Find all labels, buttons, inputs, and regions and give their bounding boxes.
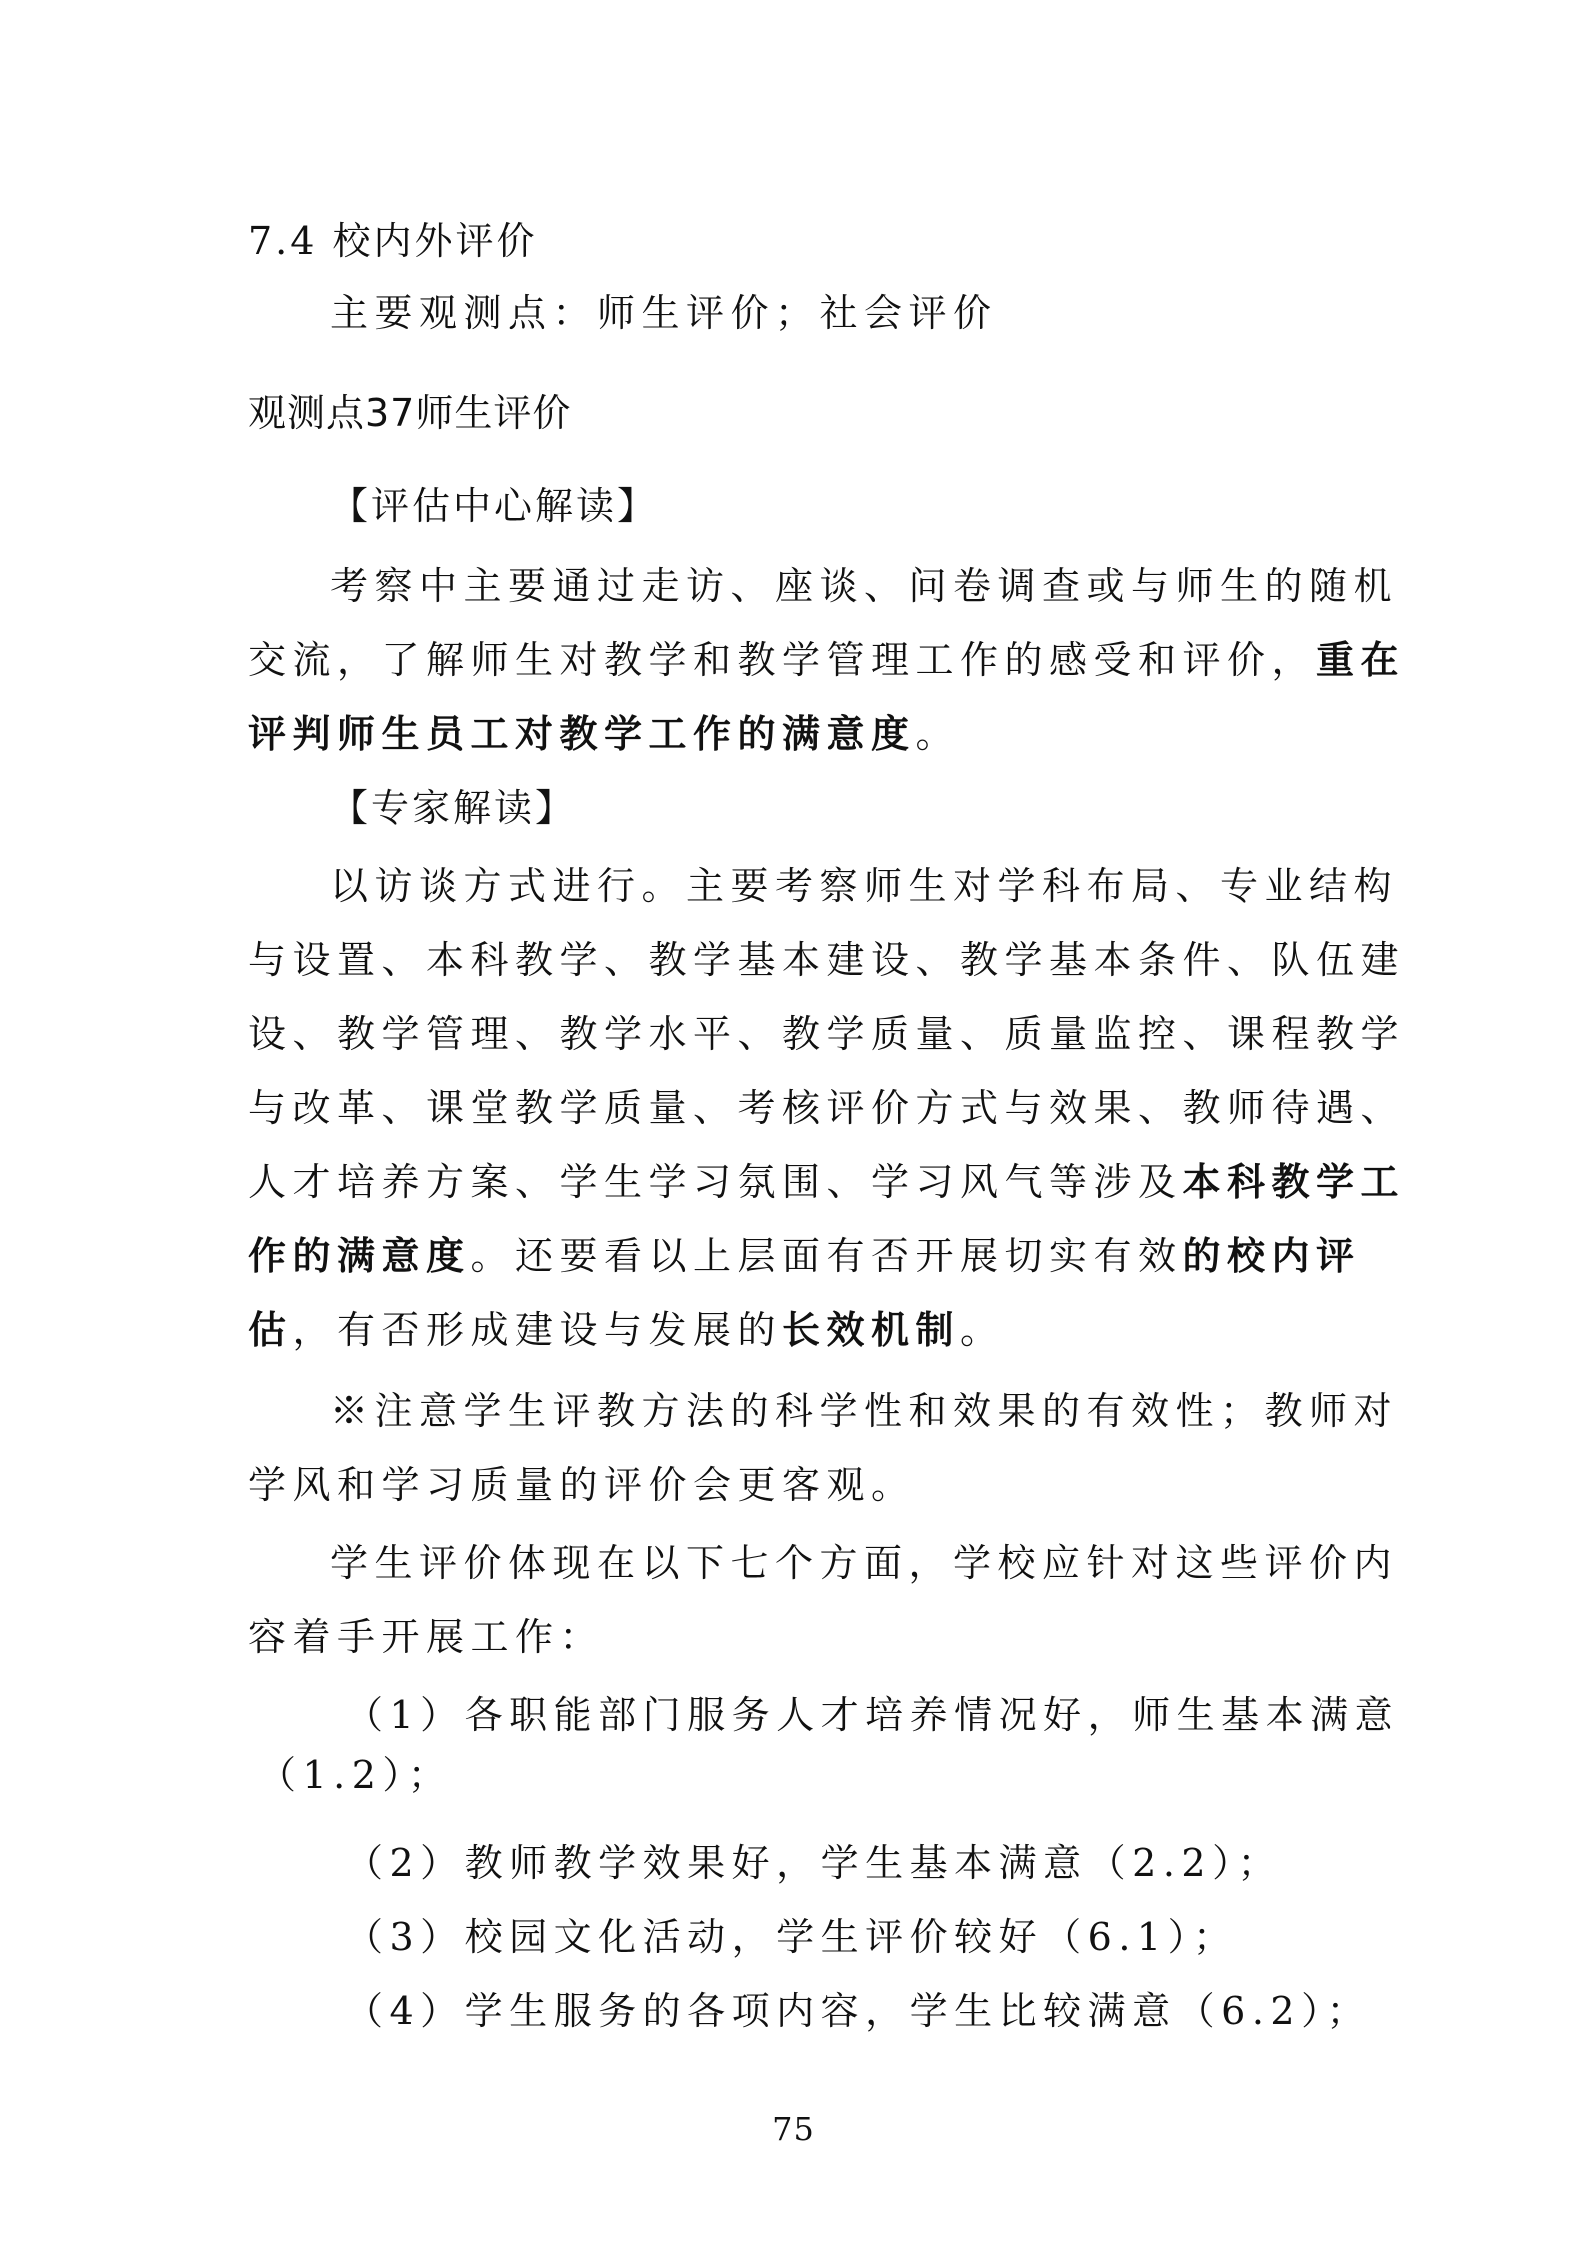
center-body-line-2-text: 交流，了解师生对教学和教学管理工作的感受和评价，	[248, 638, 1317, 682]
intro-line-1: 学生评价体现在以下七个方面，学校应针对这些评价内	[330, 1541, 1399, 1585]
expert-body-line-6-emphasis-b: 的校内评	[1182, 1233, 1361, 1278]
expert-body-line-7-emphasis-a: 估	[248, 1307, 293, 1352]
expert-body-line-5	[248, 1159, 1406, 1205]
expert-body-line-6-emphasis-a: 作的满意度	[248, 1233, 471, 1278]
expert-body-line-1: 以访谈方式进行。主要考察师生对学科布局、专业结构	[330, 864, 1399, 908]
center-body-line-1: 考察中主要通过走访、座谈、问卷调查或与师生的随机	[330, 564, 1399, 608]
expert-body-line-7-end: 。	[960, 1308, 1005, 1352]
list-item-2: （2）教师教学效果好，学生基本满意（2.2）；	[345, 1841, 1283, 1885]
expert-body-line-6-text: 。还要看以上层面有否开展切实有效	[470, 1234, 1183, 1278]
center-body-line-3-emphasis: 评判师生员工对教学工作的满意度	[248, 711, 916, 756]
intro-line-2: 容着手开展工作：	[248, 1615, 605, 1659]
main-observation-points: 主要观测点：师生评价；社会评价	[330, 291, 998, 335]
note-line-2: 学风和学习质量的评价会更客观。	[248, 1463, 916, 1507]
list-item-1: （1）各职能部门服务人才培养情况好，师生基本满意	[345, 1693, 1400, 1737]
expert-body-line-7	[248, 1307, 1358, 1353]
observation-title: 观测点37师生评价	[248, 391, 572, 435]
page-number: 75	[772, 2110, 815, 2148]
center-body-line-2-emphasis: 重在	[1316, 637, 1406, 682]
center-body-line-2	[248, 637, 1406, 683]
expert-body-line-5-text: 人才培养方案、学生学习氛围、学习风气等涉及	[248, 1160, 1183, 1204]
expert-body-line-7-text: ，有否形成建设与发展的	[292, 1308, 783, 1352]
section-title: 7.4 校内外评价	[248, 219, 538, 263]
note-line-1: ※注意学生评教方法的科学性和效果的有效性；教师对	[330, 1389, 1399, 1433]
expert-interpretation-heading: 【专家解读】	[330, 786, 577, 830]
expert-body-line-5-emphasis: 本科教学工	[1182, 1159, 1406, 1204]
expert-body-line-4: 与改革、课堂教学质量、考核评价方式与效果、教师待遇、	[248, 1086, 1406, 1130]
expert-body-line-3: 设、教学管理、教学水平、教学质量、质量监控、课程教学	[248, 1012, 1406, 1056]
list-item-3: （3）校园文化活动，学生评价较好（6.1）；	[345, 1915, 1238, 1959]
expert-body-line-7-emphasis-b: 长效机制	[782, 1307, 961, 1352]
expert-body-line-6	[248, 1233, 1361, 1279]
center-interpretation-heading: 【评估中心解读】	[330, 484, 659, 528]
center-body-line-3-end: 。	[915, 712, 961, 756]
center-body-line-3	[248, 711, 1358, 757]
expert-body-line-2: 与设置、本科教学、教学基本建设、教学基本条件、队伍建	[248, 938, 1406, 982]
list-item-4: （4）学生服务的各项内容，学生比较满意（6.2）；	[345, 1989, 1372, 2033]
list-item-1-continuation: （1.2）；	[258, 1753, 453, 1797]
